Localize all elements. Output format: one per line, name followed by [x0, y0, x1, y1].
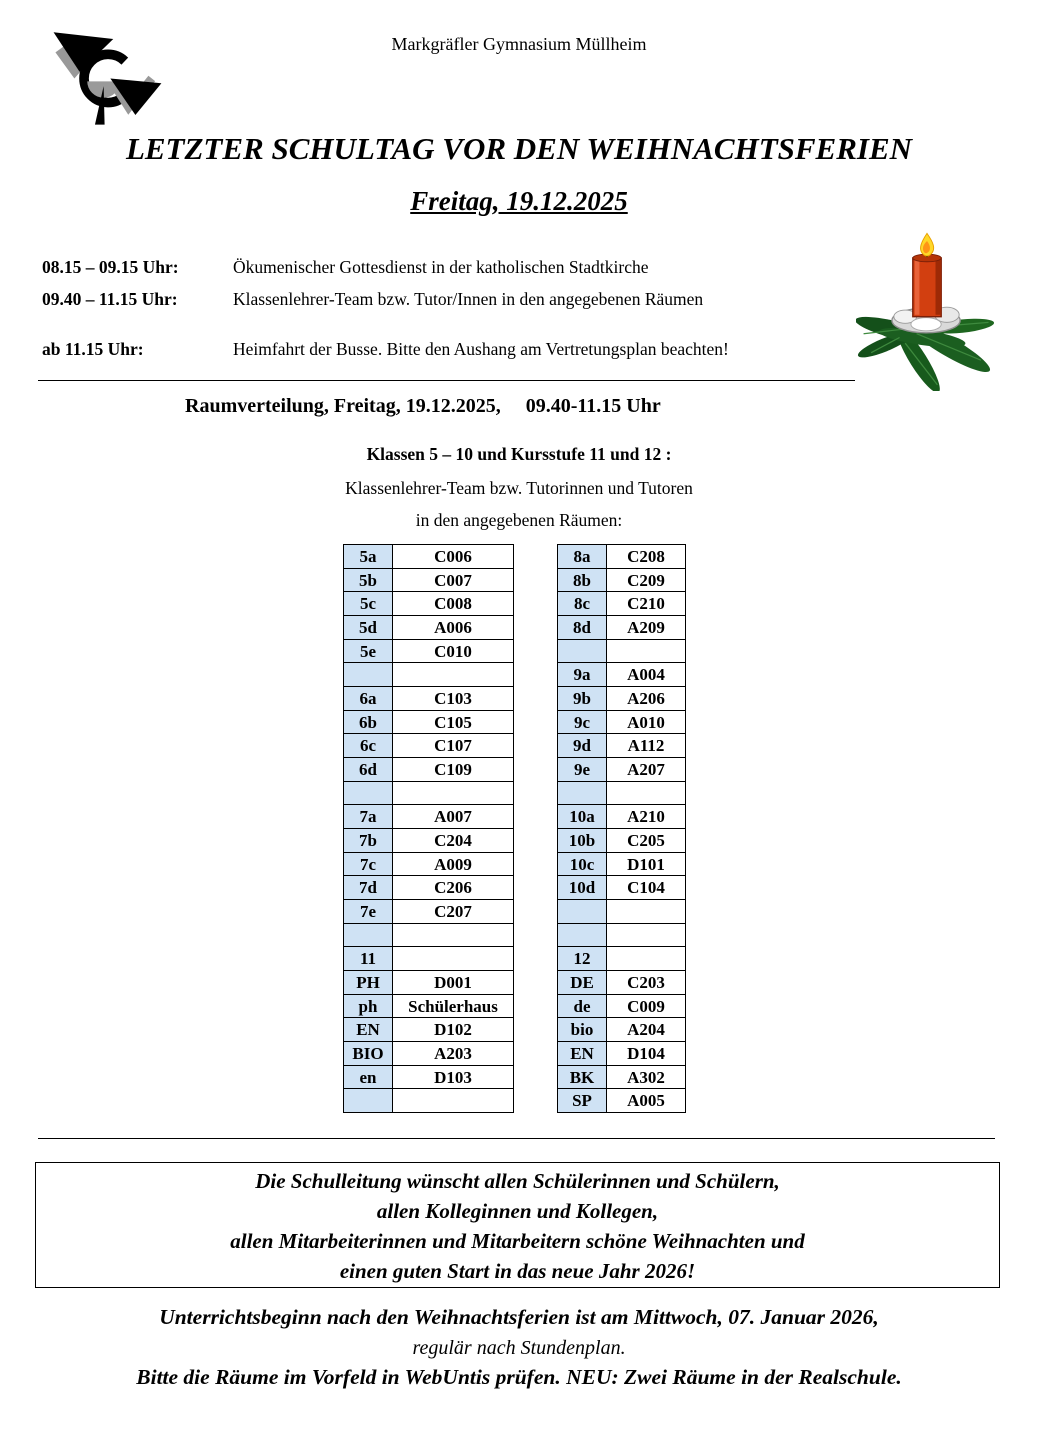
- schedule-row: [42, 289, 703, 310]
- table-row: [558, 1018, 686, 1042]
- table-row: [558, 971, 686, 995]
- class-cell: 7d: [344, 876, 393, 900]
- table-row: [558, 947, 686, 971]
- greeting-line: allen Kolleginnen und Kollegen,: [376, 1199, 659, 1223]
- room-cell: C109: [393, 758, 514, 782]
- table-row: [344, 923, 514, 947]
- table-row: [558, 852, 686, 876]
- table-row: [344, 852, 514, 876]
- room-cell: C008: [393, 592, 514, 616]
- class-cell: en: [344, 1065, 393, 1089]
- room-cell: A004: [607, 663, 686, 687]
- room-cell: D102: [393, 1018, 514, 1042]
- table-row: [344, 900, 514, 924]
- table-row: [344, 545, 514, 569]
- table-row: [558, 734, 686, 758]
- room-cell: A204: [607, 1018, 686, 1042]
- page-title: LETZTER SCHULTAG VOR DEN WEIHNACHTSFERIEN: [125, 131, 913, 166]
- table-row: [344, 947, 514, 971]
- table-row: [558, 1089, 686, 1113]
- room-table-right: [557, 544, 686, 1113]
- room-cell: C207: [393, 900, 514, 924]
- class-cell: 6b: [344, 710, 393, 734]
- table-row: [558, 900, 686, 924]
- table-row: [558, 639, 686, 663]
- class-cell: 9d: [558, 734, 607, 758]
- room-cell: C209: [607, 568, 686, 592]
- room-cell: D101: [607, 852, 686, 876]
- class-cell: 5d: [344, 616, 393, 640]
- room-cell: C105: [393, 710, 514, 734]
- table-row: [344, 758, 514, 782]
- table-row: [558, 687, 686, 711]
- class-cell: 9b: [558, 687, 607, 711]
- class-cell: 11: [344, 947, 393, 971]
- table-row: [344, 592, 514, 616]
- table-row: [344, 876, 514, 900]
- schedule-row: [42, 257, 649, 278]
- greeting-line: allen Mitarbeiterinnen und Mitarbeitern schöne Weihnachten und: [230, 1229, 805, 1253]
- table-row: [558, 1065, 686, 1089]
- room-cell: C208: [607, 545, 686, 569]
- class-cell: 12: [558, 947, 607, 971]
- room-cell: D001: [393, 971, 514, 995]
- class-cell: 7e: [344, 900, 393, 924]
- room-cell: [607, 923, 686, 947]
- room-cell: C203: [607, 971, 686, 995]
- schedule-description: Heimfahrt der Busse. Bitte den Aushang am Vertretungsplan beachten!: [233, 339, 729, 359]
- class-cell: EN: [344, 1018, 393, 1042]
- class-cell: 6a: [344, 687, 393, 711]
- table-row: [558, 710, 686, 734]
- class-cell: [344, 781, 393, 805]
- room-cell: [607, 781, 686, 805]
- class-cell: 10c: [558, 852, 607, 876]
- table-row: [558, 568, 686, 592]
- room-cell: C104: [607, 876, 686, 900]
- greeting-line: Die Schulleitung wünscht allen Schülerinnen und Schülern,: [255, 1169, 780, 1193]
- class-cell: 5c: [344, 592, 393, 616]
- class-cell: de: [558, 994, 607, 1018]
- class-cell: SP: [558, 1089, 607, 1113]
- class-cell: 7b: [344, 829, 393, 853]
- room-cell: A007: [393, 805, 514, 829]
- schedule-time: ab 11.15 Uhr:: [42, 339, 144, 359]
- class-cell: 8c: [558, 592, 607, 616]
- room-table-left: [343, 544, 514, 1113]
- room-cell: C009: [607, 994, 686, 1018]
- schedule-time: 08.15 – 09.15 Uhr:: [42, 257, 179, 277]
- footer-webuntis-line: Bitte die Räume im Vorfeld in WebUntis prüfen. NEU: Zwei Räume in der Realschule.: [136, 1365, 902, 1389]
- footer-restart-line: Unterrichtsbeginn nach den Weihnachtsferien ist am Mittwoch, 07. Januar 2026,: [159, 1305, 879, 1329]
- schedule-row: [42, 339, 729, 360]
- room-cell: C006: [393, 545, 514, 569]
- class-cell: [558, 639, 607, 663]
- room-cell: C210: [607, 592, 686, 616]
- room-cell: [393, 781, 514, 805]
- class-cell: 8b: [558, 568, 607, 592]
- table-row: [558, 805, 686, 829]
- table-row: [344, 994, 514, 1018]
- class-cell: [558, 781, 607, 805]
- room-cell: A210: [607, 805, 686, 829]
- table-row: [558, 545, 686, 569]
- room-cell: [607, 947, 686, 971]
- class-cell: PH: [344, 971, 393, 995]
- table-row: [558, 923, 686, 947]
- class-cell: 6c: [344, 734, 393, 758]
- room-cell: C010: [393, 639, 514, 663]
- room-cell: [393, 923, 514, 947]
- room-cell: C107: [393, 734, 514, 758]
- room-cell: C205: [607, 829, 686, 853]
- class-cell: 9e: [558, 758, 607, 782]
- room-cell: C206: [393, 876, 514, 900]
- schedule-description: Klassenlehrer-Team bzw. Tutor/Innen in den angegebenen Räumen: [233, 289, 704, 309]
- christmas-candle-icon: [856, 231, 998, 396]
- room-cell: C007: [393, 568, 514, 592]
- table-row: [344, 805, 514, 829]
- room-cell: A005: [607, 1089, 686, 1113]
- table-row: [344, 639, 514, 663]
- class-cell: ph: [344, 994, 393, 1018]
- class-cell: 5b: [344, 568, 393, 592]
- room-cell: [607, 639, 686, 663]
- room-cell: A009: [393, 852, 514, 876]
- class-cell: 9a: [558, 663, 607, 687]
- class-cell: EN: [558, 1042, 607, 1066]
- table-row: [558, 829, 686, 853]
- divider: [38, 1138, 995, 1139]
- classes-subheading: Klassen 5 – 10 und Kursstufe 11 und 12 :: [366, 444, 672, 464]
- footer-schedule-line: regulär nach Stundenplan.: [412, 1337, 626, 1359]
- table-row: [344, 781, 514, 805]
- table-row: [344, 710, 514, 734]
- table-row: [558, 994, 686, 1018]
- class-cell: [344, 923, 393, 947]
- table-row: [344, 971, 514, 995]
- class-cell: [558, 923, 607, 947]
- class-cell: bio: [558, 1018, 607, 1042]
- subheading-line1: Klassenlehrer-Team bzw. Tutorinnen und Tutoren: [345, 478, 693, 498]
- class-cell: [558, 900, 607, 924]
- table-row: [558, 663, 686, 687]
- table-row: [344, 734, 514, 758]
- schedule-time: 09.40 – 11.15 Uhr:: [42, 289, 178, 309]
- table-row: [558, 781, 686, 805]
- room-cell: A209: [607, 616, 686, 640]
- class-cell: [344, 1089, 393, 1113]
- school-name: Markgräfler Gymnasium Müllheim: [391, 34, 647, 54]
- class-cell: 9c: [558, 710, 607, 734]
- room-cell: A112: [607, 734, 686, 758]
- table-row: [344, 663, 514, 687]
- room-cell: A206: [607, 687, 686, 711]
- table-row: [558, 616, 686, 640]
- class-cell: 10d: [558, 876, 607, 900]
- room-cell: [607, 900, 686, 924]
- schedule-description: Ökumenischer Gottesdienst in der katholischen Stadtkirche: [233, 257, 649, 277]
- table-row: [344, 687, 514, 711]
- room-cell: A207: [607, 758, 686, 782]
- table-row: [558, 592, 686, 616]
- table-row: [558, 758, 686, 782]
- class-cell: 5a: [344, 545, 393, 569]
- class-cell: 6d: [344, 758, 393, 782]
- room-cell: A006: [393, 616, 514, 640]
- room-cell: C204: [393, 829, 514, 853]
- room-cell: D103: [393, 1065, 514, 1089]
- room-distribution-heading: Raumverteilung, Freitag, 19.12.2025, 09.40-11.15 Uhr: [185, 395, 661, 417]
- class-cell: DE: [558, 971, 607, 995]
- table-row: [344, 568, 514, 592]
- room-cell: D104: [607, 1042, 686, 1066]
- room-cell: [393, 1089, 514, 1113]
- table-row: [344, 1065, 514, 1089]
- greeting-box: [35, 1162, 1000, 1288]
- subheading-line2: in den angegebenen Räumen:: [415, 510, 623, 530]
- table-row: [344, 1089, 514, 1113]
- room-cell: A203: [393, 1042, 514, 1066]
- room-cell: A010: [607, 710, 686, 734]
- table-row: [344, 1018, 514, 1042]
- table-row: [344, 1042, 514, 1066]
- class-cell: BIO: [344, 1042, 393, 1066]
- room-cell: Schülerhaus: [393, 994, 514, 1018]
- class-cell: [344, 663, 393, 687]
- date-heading: Freitag, 19.12.2025: [410, 186, 628, 216]
- class-cell: 7a: [344, 805, 393, 829]
- class-cell: 10b: [558, 829, 607, 853]
- room-cell: [393, 663, 514, 687]
- table-row: [344, 829, 514, 853]
- class-cell: 8d: [558, 616, 607, 640]
- room-cell: [393, 947, 514, 971]
- class-cell: 7c: [344, 852, 393, 876]
- class-cell: 8a: [558, 545, 607, 569]
- class-cell: BK: [558, 1065, 607, 1089]
- class-cell: 5e: [344, 639, 393, 663]
- room-cell: C103: [393, 687, 514, 711]
- room-cell: A302: [607, 1065, 686, 1089]
- table-row: [558, 876, 686, 900]
- class-cell: 10a: [558, 805, 607, 829]
- divider: [38, 380, 855, 381]
- table-row: [344, 616, 514, 640]
- table-row: [558, 1042, 686, 1066]
- greeting-line: einen guten Start in das neue Jahr 2026!: [339, 1259, 696, 1283]
